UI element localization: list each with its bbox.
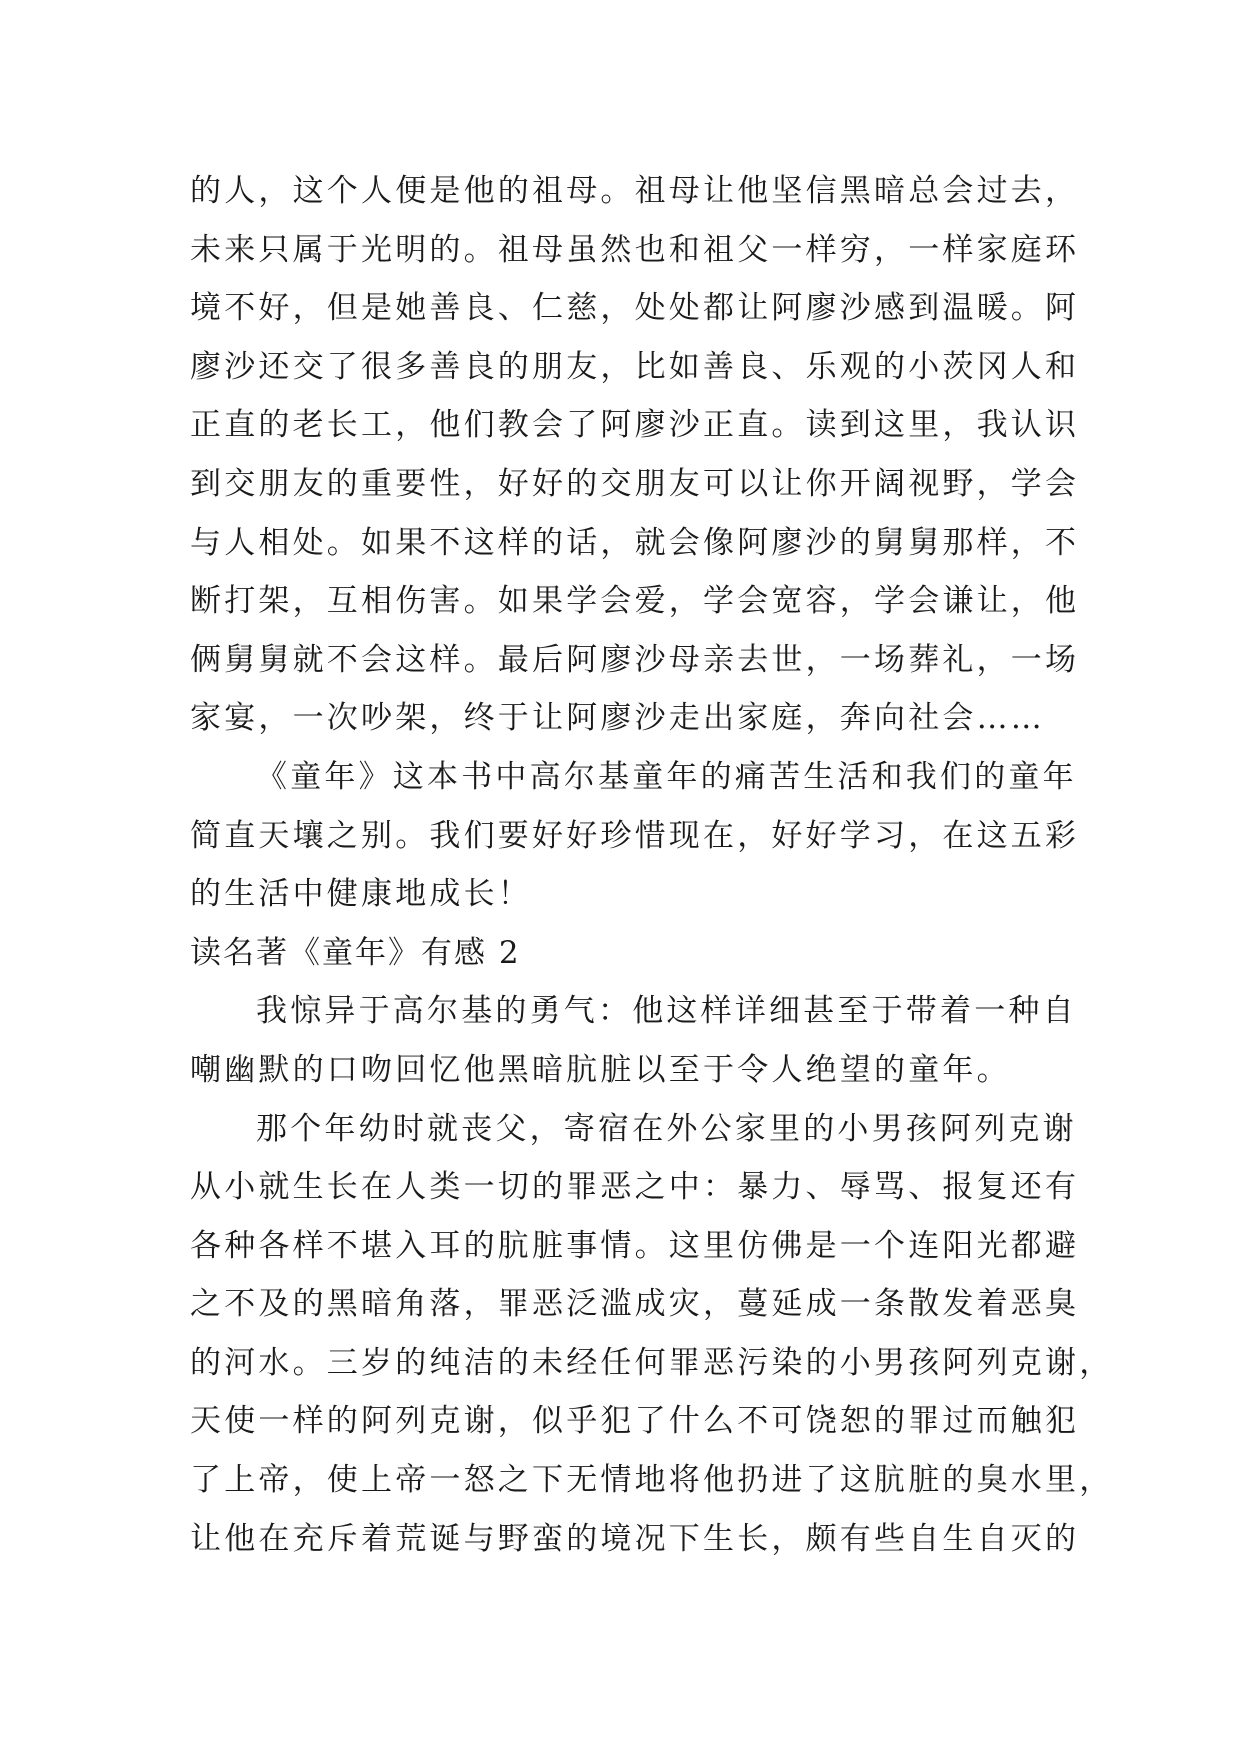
text-line: 嘲幽默的口吻回忆他黑暗肮脏以至于令人绝望的童年。 bbox=[190, 1051, 1011, 1088]
text-line: 简直天壤之别。我们要好好珍惜现在，好好学习，在这五彩 bbox=[190, 817, 1080, 854]
text-line: 断打架，互相伤害。如果学会爱，学会宽容，学会谦让，他 bbox=[190, 583, 1080, 620]
text-line: 各种各样不堪入耳的肮脏事情。这里仿佛是一个连阳光都避 bbox=[190, 1227, 1080, 1264]
text-line: 未来只属于光明的。祖母虽然也和祖父一样穷，一样家庭环 bbox=[190, 231, 1080, 268]
document-body bbox=[190, 162, 1114, 1568]
text-line: 与人相处。如果不这样的话，就会像阿廖沙的舅舅那样，不 bbox=[190, 524, 1080, 561]
text-line: 天使一样的阿列克谢，似乎犯了什么不可饶恕的罪过而触犯 bbox=[190, 1403, 1080, 1440]
text-line: 了上帝，使上帝一怒之下无情地将他扔进了这肮脏的臭水里， bbox=[190, 1462, 1114, 1499]
section-heading: 读名著《童年》有感 2 bbox=[190, 934, 521, 971]
text-line: 从小就生长在人类一切的罪恶之中：暴力、辱骂、报复还有 bbox=[190, 1169, 1080, 1206]
text-line: 家宴，一次吵架，终于让阿廖沙走出家庭，奔向社会…… bbox=[190, 700, 1045, 737]
text-line: 的人，这个人便是他的祖母。祖母让他坚信黑暗总会过去， bbox=[190, 173, 1080, 209]
text-line: 境不好，但是她善良、仁慈，处处都让阿廖沙感到温暖。阿 bbox=[190, 290, 1080, 327]
paragraph-start-line: 那个年幼时就丧父，寄宿在外公家里的小男孩阿列克谢 bbox=[256, 1110, 1077, 1147]
paragraph-start-line: 我惊异于高尔基的勇气：他这样详细甚至于带着一种自 bbox=[256, 993, 1077, 1030]
text-line: 之不及的黑暗角落，罪恶泛滥成灾，蔓延成一条散发着恶臭 bbox=[190, 1286, 1080, 1323]
text-line: 俩舅舅就不会这样。最后阿廖沙母亲去世，一场葬礼，一场 bbox=[190, 641, 1080, 678]
text-line: 的河水。三岁的纯洁的未经任何罪恶污染的小男孩阿列克谢， bbox=[190, 1344, 1114, 1381]
text-line: 的生活中健康地成长！ bbox=[190, 876, 532, 913]
text-line: 到交朋友的重要性，好好的交朋友可以让你开阔视野，学会 bbox=[190, 465, 1080, 502]
text-line: 让他在充斥着荒诞与野蛮的境况下生长，颇有些自生自灭的 bbox=[190, 1520, 1080, 1557]
text-line: 廖沙还交了很多善良的朋友，比如善良、乐观的小茨冈人和 bbox=[190, 348, 1080, 385]
text-line: 正直的老长工，他们教会了阿廖沙正直。读到这里，我认识 bbox=[190, 407, 1080, 444]
paragraph-start-line: 《童年》这本书中高尔基童年的痛苦生活和我们的童年 bbox=[256, 758, 1077, 795]
